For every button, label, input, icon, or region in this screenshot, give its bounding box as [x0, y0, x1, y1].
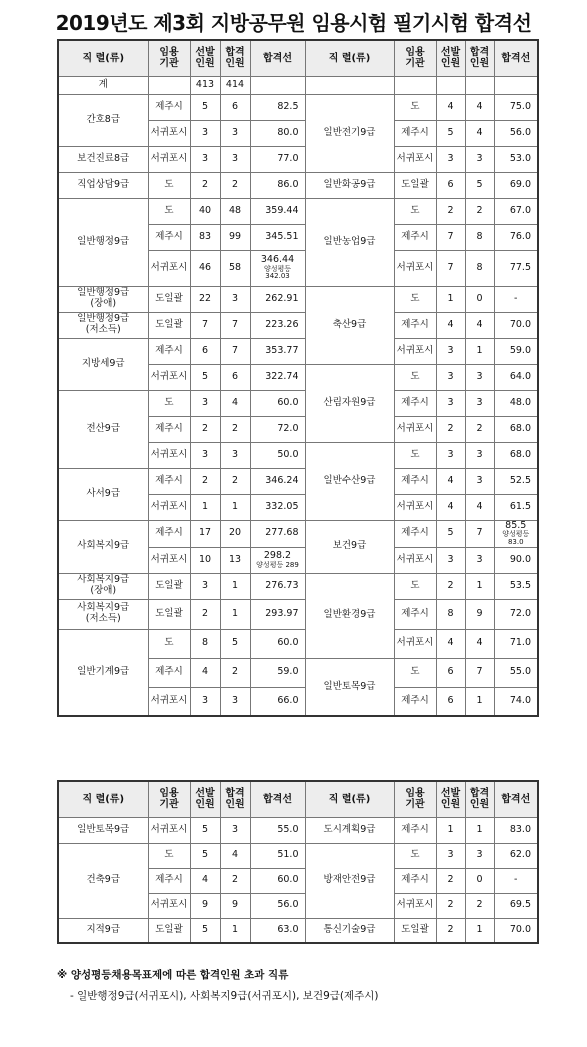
header-cutoff: 합격선	[494, 781, 538, 817]
header-cutoff: 합격선	[250, 781, 305, 817]
table-row: 간호8급 제주시 5 6 82.5 일반전기9급 도 4 4 75.0	[58, 94, 538, 120]
table-row: 보건진료8급 서귀포시 3 3 77.0 서귀포시 3 3 53.0	[58, 146, 538, 172]
table-row: 일반기계9급 도 8 5 60.0 서귀포시 4 4 71.0	[58, 629, 538, 658]
table-row: 서귀포시 9 9 56.0 서귀포시 2 2 69.5	[58, 893, 538, 918]
header-job: 직 렬(류)	[305, 40, 394, 76]
job-name: 직업상담9급	[58, 172, 148, 198]
job-name: 일반행정9급 (저소득)	[58, 312, 148, 338]
job-name: 일반행정9급	[58, 198, 148, 286]
table-row: 건축9급 도 5 4 51.0 방재안전9급 도 3 3 62.0	[58, 843, 538, 868]
header-job: 직 렬(류)	[58, 40, 148, 76]
job-name: 사회복지9급 (저소득)	[58, 599, 148, 629]
table-row: 사회복지9급 제주시 17 20 277.68 보건9급 제주시 5 7 85.5 양성평등 83.0	[58, 520, 538, 547]
header-agency: 임용 기관	[148, 781, 190, 817]
cutoff-with-note: 298.2 양성평등 289	[250, 547, 305, 573]
table-row: 서귀포시 5 6 322.74 산림자원9급 도 3 3 64.0	[58, 364, 538, 390]
table-row: 서귀포시 3 3 66.0 제주시 6 1 74.0	[58, 687, 538, 716]
job-name: 사회복지9급	[58, 520, 148, 573]
job-name: 일반행정9급 (장애)	[58, 286, 148, 312]
job-name: 건축9급	[58, 843, 148, 918]
header-passed: 합격 인원	[220, 781, 250, 817]
total-label: 계	[58, 76, 148, 94]
table-row: 사회복지9급 (장애) 도일괄 3 1 276.73 일반환경9급 도 2 1 53.5	[58, 573, 538, 599]
note-body: - 일반행정9급(서귀포시), 사회복지9급(서귀포시), 보건9급(제주시)	[70, 990, 379, 1002]
table-row: 사회복지9급 (저소득) 도일괄 2 1 293.97 제주시 8 9 72.0	[58, 599, 538, 629]
job-name: 지적9급	[58, 918, 148, 943]
job-name: 간호8급	[58, 94, 148, 146]
total-passed: 414	[220, 76, 250, 94]
note-title: ※ 양성평등채용목표제에 따른 합격인원 초과 직류	[57, 969, 289, 981]
header-passed: 합격 인원	[465, 781, 494, 817]
table-row: 지적9급 도일괄 5 1 63.0 통신기술9급 도일괄 2 1 70.0	[58, 918, 538, 943]
job-name: 일반농업9급	[305, 198, 394, 286]
header-passed: 합격 인원	[465, 40, 494, 76]
job-name: 일반수산9급	[305, 442, 394, 520]
header-agency: 임용 기관	[148, 40, 190, 76]
table-row: 서귀포시 10 13 298.2 양성평등 289 서귀포시 3 3 90.0	[58, 547, 538, 573]
header-selected: 선발 인원	[436, 781, 465, 817]
table-row: 제주시 4 2 60.0 제주시 2 0 -	[58, 868, 538, 893]
header-cutoff: 합격선	[250, 40, 305, 76]
table-row: 서귀포시 3 3 80.0 제주시 5 4 56.0	[58, 120, 538, 146]
header-selected: 선발 인원	[190, 40, 220, 76]
header-passed: 합격 인원	[220, 40, 250, 76]
header-job: 직 렬(류)	[305, 781, 394, 817]
header-cutoff: 합격선	[494, 40, 538, 76]
table-row: 일반행정9급 (장애) 도일괄 22 3 262.91 축산9급 도 1 0 -	[58, 286, 538, 312]
job-name: 보건진료8급	[58, 146, 148, 172]
table-row: 서귀포시 46 58 346.44 양성평등 342.03 서귀포시 7 8 77.5	[58, 250, 538, 286]
job-name: 일반기계9급	[58, 629, 148, 716]
cutoff-with-note: 85.5 양성평등 83.0	[494, 520, 538, 547]
table-row: 사서9급 제주시 2 2 346.24 제주시 4 3 52.5	[58, 468, 538, 494]
job-name: 일반환경9급	[305, 573, 394, 658]
header-selected: 선발 인원	[190, 781, 220, 817]
table-row: 서귀포시 3 3 50.0 일반수산9급 도 3 3 68.0	[58, 442, 538, 468]
job-name: 일반전기9급	[305, 94, 394, 172]
header-job: 직 렬(류)	[58, 781, 148, 817]
table-row: 직업상담9급 도 2 2 86.0 일반화공9급 도일괄 6 5 69.0	[58, 172, 538, 198]
table-header-row	[58, 781, 538, 817]
pass-cutoff-table	[57, 39, 539, 717]
total-selected: 413	[190, 76, 220, 94]
pass-cutoff-table-2	[57, 780, 539, 944]
job-name: 방재안전9급	[305, 843, 394, 918]
table-row: 일반토목9급 서귀포시 5 3 55.0 도시계획9급 제주시 1 1 83.0	[58, 817, 538, 843]
job-name: 일반토목9급	[305, 658, 394, 716]
table-row: 지방세9급 제주시 6 7 353.77 서귀포시 3 1 59.0	[58, 338, 538, 364]
table-row: 제주시 83 99 345.51 제주시 7 8 76.0	[58, 224, 538, 250]
job-name: 사회복지9급 (장애)	[58, 573, 148, 599]
table-row: 서귀포시 1 1 332.05 서귀포시 4 4 61.5	[58, 494, 538, 520]
job-name: 축산9급	[305, 286, 394, 364]
job-name: 일반화공9급	[305, 172, 394, 198]
header-agency: 임용 기관	[394, 781, 436, 817]
job-name: 사서9급	[58, 468, 148, 520]
table-row: 일반행정9급 도 40 48 359.44 일반농업9급 도 2 2 67.0	[58, 198, 538, 224]
job-name: 일반토목9급	[58, 817, 148, 843]
job-name: 보건9급	[305, 520, 394, 573]
job-name: 전산9급	[58, 390, 148, 468]
header-selected: 선발 인원	[436, 40, 465, 76]
cutoff-with-note: 346.44 양성평등 342.03	[250, 250, 305, 286]
table-row: 전산9급 도 3 4 60.0 제주시 3 3 48.0	[58, 390, 538, 416]
table-row: 일반행정9급 (저소득) 도일괄 7 7 223.26 제주시 4 4 70.0	[58, 312, 538, 338]
job-name: 산림자원9급	[305, 364, 394, 442]
job-name: 통신기술9급	[305, 918, 394, 943]
page-title: 2019년도 제3회 지방공무원 임용시험 필기시험 합격선	[55, 11, 532, 35]
job-name: 도시계획9급	[305, 817, 394, 843]
header-agency: 임용 기관	[394, 40, 436, 76]
table-row: 제주시 4 2 59.0 일반토목9급 도 6 7 55.0	[58, 658, 538, 687]
job-name: 지방세9급	[58, 338, 148, 390]
table-row	[58, 76, 538, 94]
table-row: 제주시 2 2 72.0 서귀포시 2 2 68.0	[58, 416, 538, 442]
table-header-row	[58, 40, 538, 76]
